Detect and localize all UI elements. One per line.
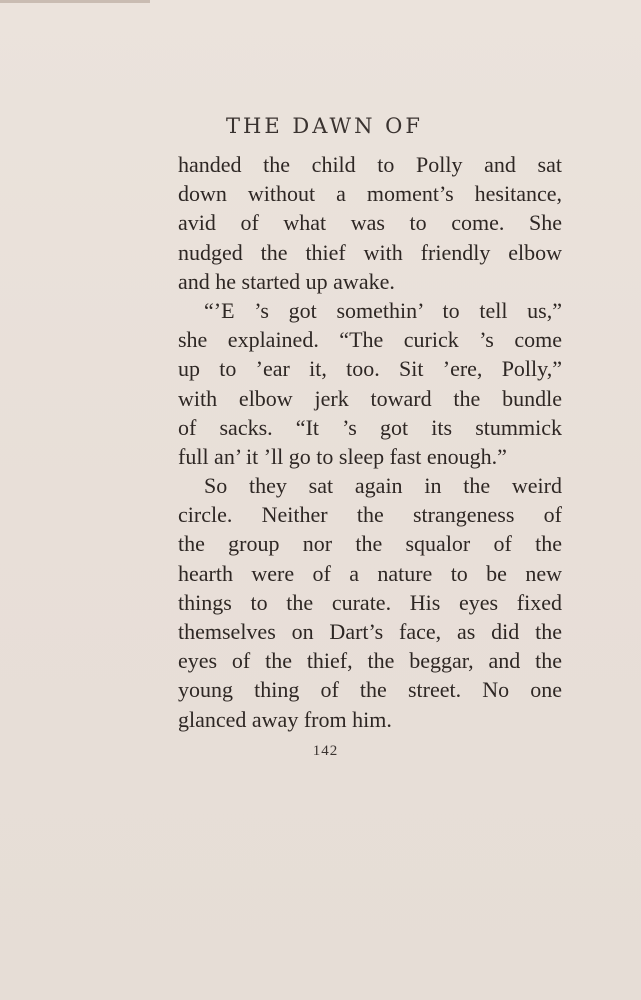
text-line: things to the curate. His eyes fixed — [178, 589, 562, 615]
text-line: glanced away from him. — [178, 706, 392, 732]
text-line: with elbow jerk toward the bundle — [178, 385, 562, 411]
text-line: themselves on Dart’s face, as did the — [178, 619, 562, 644]
text-line: down without a moment’s hesitance, — [178, 181, 562, 207]
text-line: up to ’ear it, too. Sit ’ere, Polly,” — [178, 356, 562, 382]
body-text — [178, 150, 562, 734]
text-line: and he started up awake. — [178, 268, 395, 294]
running-head: THE DAWN OF — [226, 114, 423, 138]
page-edge-mark — [0, 0, 150, 3]
text-line: handed the child to Polly and sat — [178, 152, 562, 177]
text-line: “’E ’s got somethin’ to tell us,” — [204, 297, 562, 323]
text-line: the group nor the squalor of the — [178, 531, 562, 557]
text-line: hearth were of a nature to be new — [178, 560, 562, 586]
text-line: full an’ it ’ll go to sleep fast enough.” — [178, 443, 507, 469]
text-line: So they sat again in the weird — [204, 473, 562, 499]
text-line: circle. Neither the strangeness of — [178, 502, 562, 528]
page-number: 142 — [312, 743, 339, 759]
text-line: avid of what was to come. She — [178, 210, 562, 236]
text-line: nudged the thief with friendly elbow — [178, 239, 562, 265]
text-line: young thing of the street. No one — [178, 677, 562, 703]
text-line: she explained. “The curick ’s come — [178, 327, 562, 353]
text-line: eyes of the thief, the beggar, and the — [178, 648, 562, 674]
text-line: of sacks. “It ’s got its stummick — [178, 414, 562, 440]
